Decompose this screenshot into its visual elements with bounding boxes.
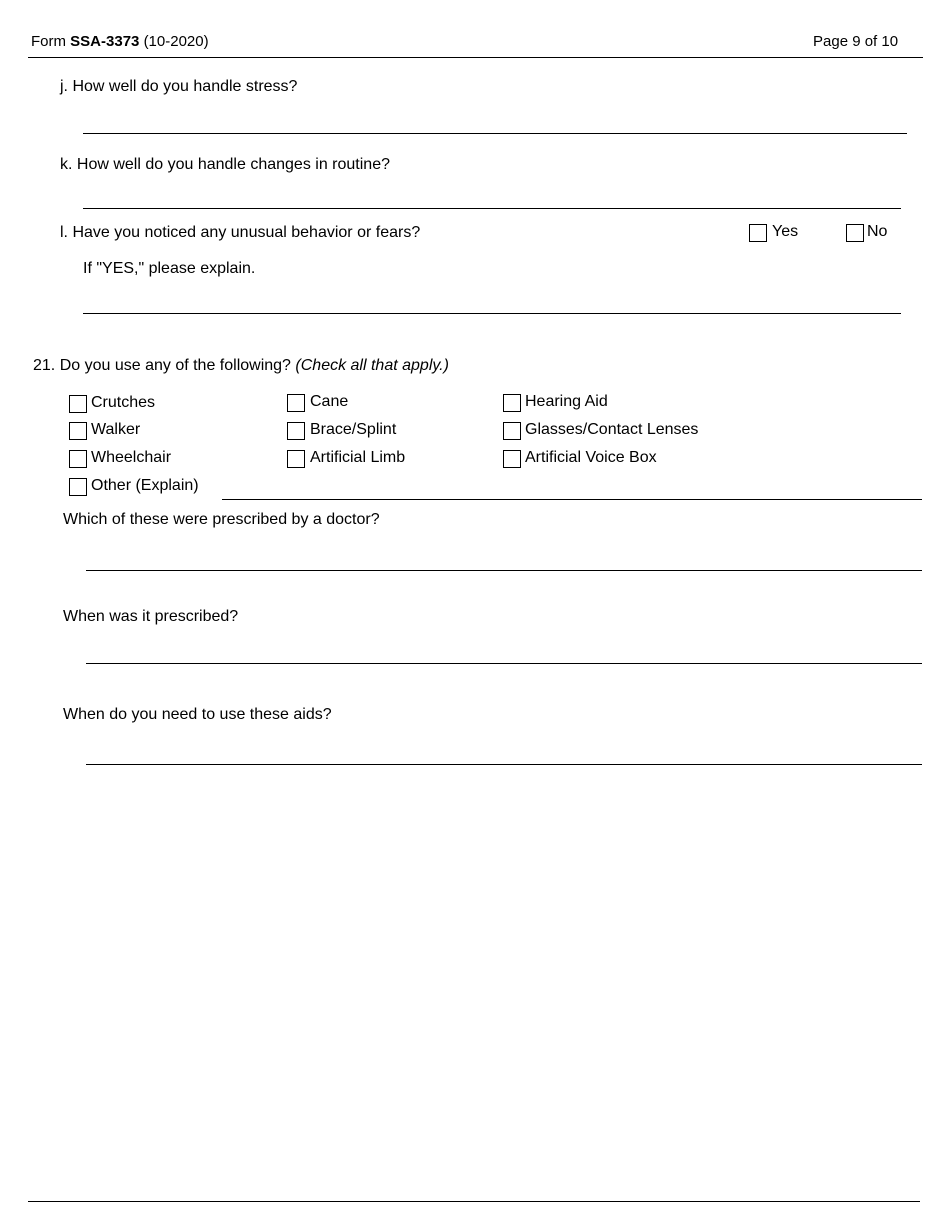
label-walker: Walker	[91, 421, 141, 438]
answer-line-prescribed[interactable]	[86, 570, 922, 571]
label-wheelchair: Wheelchair	[91, 449, 172, 466]
form-edition: (10-2020)	[143, 33, 209, 50]
question-21-text: 21. Do you use any of the following?	[33, 357, 291, 374]
label-hearing-aid: Hearing Aid	[525, 393, 608, 410]
checkbox-hearing-aid[interactable]	[503, 394, 521, 412]
checkbox-other[interactable]	[69, 478, 87, 496]
checkbox-walker[interactable]	[69, 422, 87, 440]
answer-line-k[interactable]	[83, 208, 901, 209]
header-rule	[28, 57, 923, 58]
checkbox-wheelchair[interactable]	[69, 450, 87, 468]
question-k: k. How well do you handle changes in routine?	[60, 156, 390, 173]
explain-label-l: If "YES," please explain.	[83, 260, 256, 277]
answer-line-j[interactable]	[83, 133, 907, 134]
answer-line-when-use[interactable]	[86, 764, 922, 765]
label-crutches: Crutches	[91, 394, 156, 411]
page-number: Page 9 of 10	[813, 33, 899, 50]
label-glasses: Glasses/Contact Lenses	[525, 421, 699, 438]
answer-line-l[interactable]	[83, 313, 901, 314]
question-l: l. Have you noticed any unusual behavior or fears?	[60, 224, 421, 241]
label-artificial-limb: Artificial Limb	[310, 449, 406, 466]
when-prescribed-question: When was it prescribed?	[63, 608, 239, 625]
label-voice-box: Artificial Voice Box	[525, 449, 657, 466]
checkbox-glasses[interactable]	[503, 422, 521, 440]
form-number: SSA-3373	[70, 33, 140, 50]
question-j: j. How well do you handle stress?	[60, 78, 298, 95]
label-other: Other (Explain)	[91, 477, 199, 494]
checkbox-l-yes[interactable]	[749, 224, 767, 242]
checkbox-artificial-limb[interactable]	[287, 450, 305, 468]
label-l-yes: Yes	[772, 223, 799, 240]
when-use-question: When do you need to use these aids?	[63, 706, 332, 723]
checkbox-voice-box[interactable]	[503, 450, 521, 468]
label-cane: Cane	[310, 393, 349, 410]
other-explain-line[interactable]	[222, 499, 922, 500]
label-brace-splint: Brace/Splint	[310, 421, 397, 438]
checkbox-cane[interactable]	[287, 394, 305, 412]
prescribed-question: Which of these were prescribed by a doctor?	[63, 511, 380, 528]
checkbox-brace-splint[interactable]	[287, 422, 305, 440]
question-21	[33, 356, 449, 376]
footer-rule	[28, 1201, 920, 1202]
checkbox-crutches[interactable]	[69, 395, 87, 413]
form-id	[31, 32, 209, 52]
answer-line-when-prescribed[interactable]	[86, 663, 922, 664]
label-l-no: No	[867, 223, 888, 240]
question-21-instruction: (Check all that apply.)	[295, 357, 449, 374]
form-prefix: Form	[31, 33, 66, 50]
checkbox-l-no[interactable]	[846, 224, 864, 242]
